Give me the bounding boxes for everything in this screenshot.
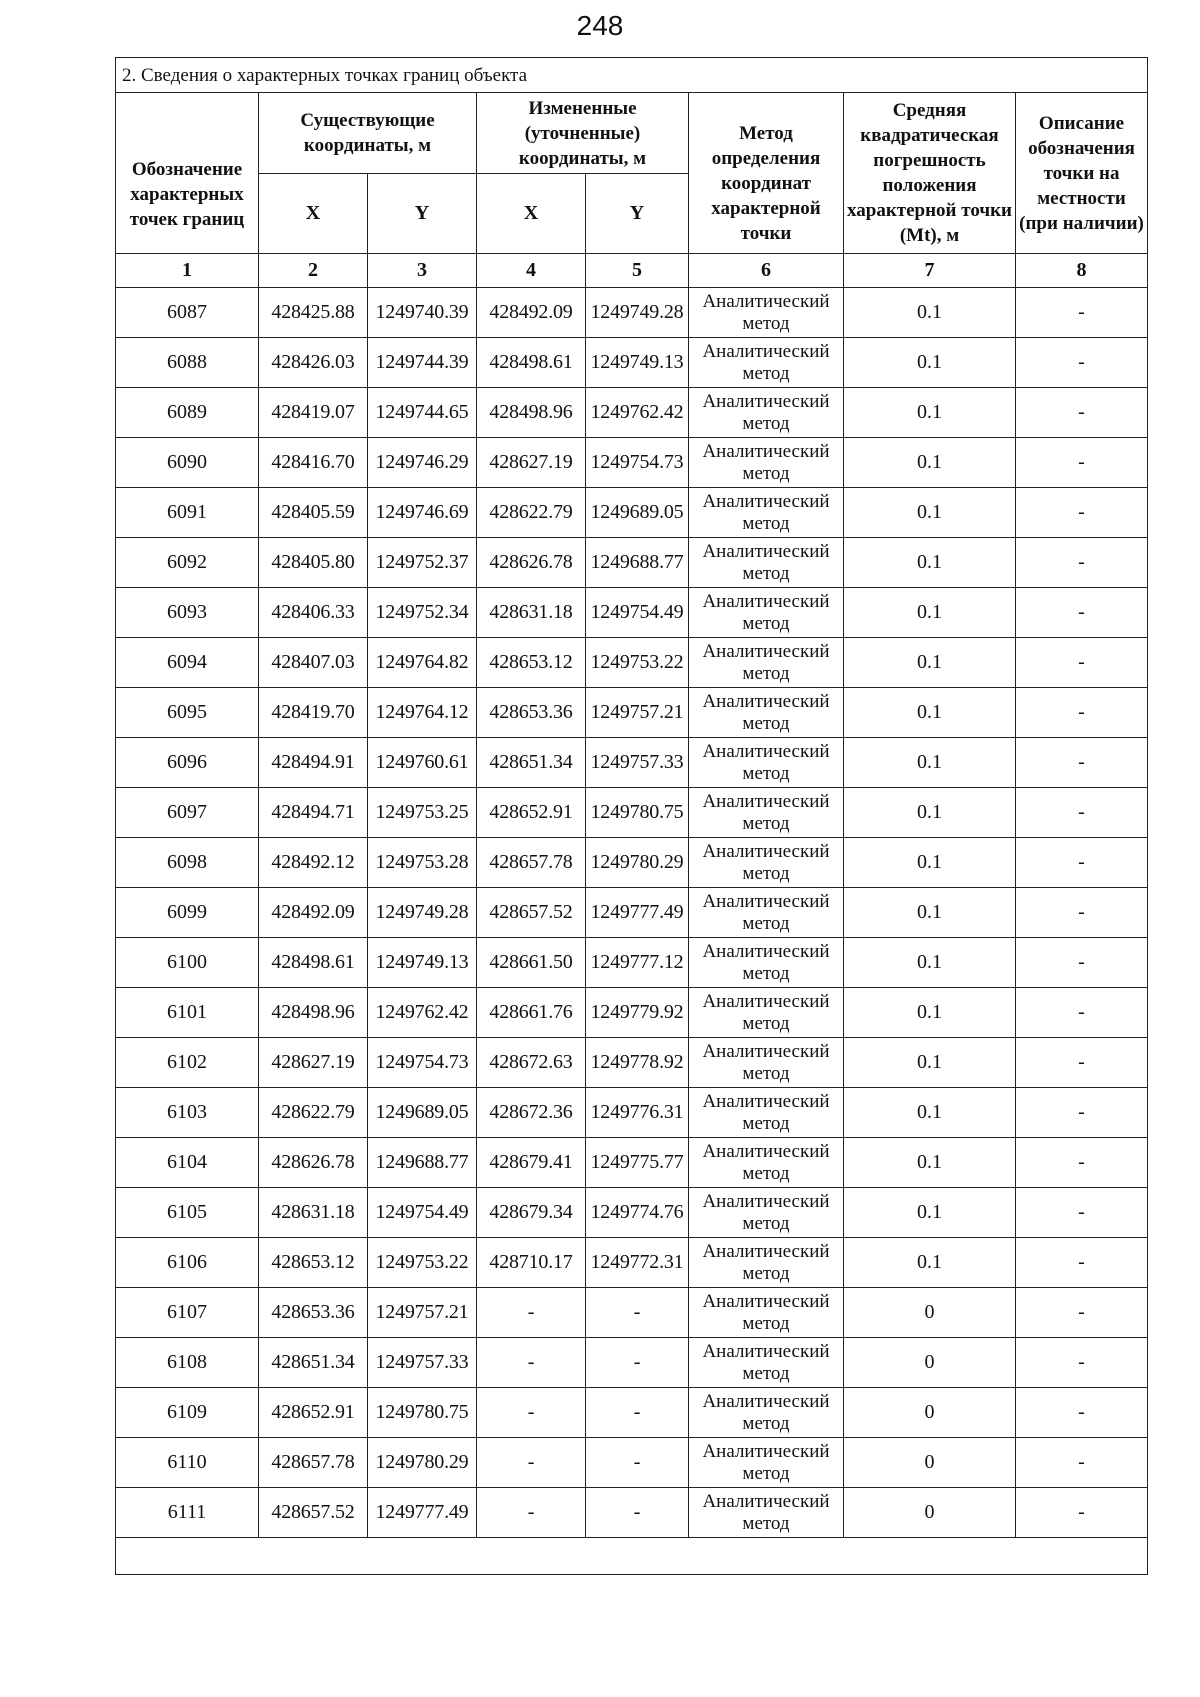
method-cell: Аналитический метод: [689, 1038, 844, 1088]
changed-x-cell: 428626.78: [477, 538, 586, 588]
error-cell: 0.1: [844, 488, 1016, 538]
existing-y-cell: 1249688.77: [368, 1138, 477, 1188]
table-row: [116, 1288, 1148, 1338]
table-row: [116, 588, 1148, 638]
existing-y-cell: 1249744.65: [368, 388, 477, 438]
existing-y-cell: 1249749.28: [368, 888, 477, 938]
description-cell: -: [1016, 638, 1148, 688]
existing-x-cell: 428653.36: [259, 1288, 368, 1338]
method-cell: Аналитический метод: [689, 338, 844, 388]
point-id-cell: 6089: [116, 388, 259, 438]
header-changed-coordinates: Измененные (уточненные) координаты, м: [477, 93, 689, 174]
existing-y-cell: 1249754.73: [368, 1038, 477, 1088]
existing-y-cell: 1249749.13: [368, 938, 477, 988]
table-row: [116, 738, 1148, 788]
method-cell: Аналитический метод: [689, 438, 844, 488]
point-id-cell: 6098: [116, 838, 259, 888]
description-cell: -: [1016, 1038, 1148, 1088]
column-number: 8: [1016, 254, 1148, 288]
changed-y-cell: 1249757.33: [586, 738, 689, 788]
table-row: [116, 938, 1148, 988]
point-id-cell: 6094: [116, 638, 259, 688]
changed-x-cell: -: [477, 1288, 586, 1338]
changed-x-cell: 428653.36: [477, 688, 586, 738]
changed-y-cell: 1249754.73: [586, 438, 689, 488]
description-cell: -: [1016, 1338, 1148, 1388]
changed-x-cell: 428498.61: [477, 338, 586, 388]
table-row: [116, 1488, 1148, 1538]
empty-row: [116, 1538, 1148, 1575]
existing-x-cell: 428494.71: [259, 788, 368, 838]
changed-y-cell: 1249689.05: [586, 488, 689, 538]
changed-y-cell: 1249762.42: [586, 388, 689, 438]
changed-y-cell: -: [586, 1438, 689, 1488]
method-cell: Аналитический метод: [689, 938, 844, 988]
description-cell: -: [1016, 1438, 1148, 1488]
changed-y-cell: -: [586, 1338, 689, 1388]
table-row: [116, 488, 1148, 538]
table-row: [116, 438, 1148, 488]
changed-y-cell: 1249776.31: [586, 1088, 689, 1138]
error-cell: 0.1: [844, 438, 1016, 488]
changed-x-cell: 428653.12: [477, 638, 586, 688]
existing-x-cell: 428631.18: [259, 1188, 368, 1238]
existing-x-cell: 428407.03: [259, 638, 368, 688]
point-id-cell: 6108: [116, 1338, 259, 1388]
description-cell: -: [1016, 288, 1148, 338]
column-number: 5: [586, 254, 689, 288]
method-cell: Аналитический метод: [689, 1388, 844, 1438]
description-cell: -: [1016, 538, 1148, 588]
description-cell: -: [1016, 1288, 1148, 1338]
changed-y-cell: 1249749.13: [586, 338, 689, 388]
table-row: [116, 988, 1148, 1038]
changed-x-cell: 428710.17: [477, 1238, 586, 1288]
error-cell: 0.1: [844, 288, 1016, 338]
point-id-cell: 6092: [116, 538, 259, 588]
method-cell: Аналитический метод: [689, 1188, 844, 1238]
existing-x-cell: 428405.59: [259, 488, 368, 538]
error-cell: 0.1: [844, 1188, 1016, 1238]
error-cell: 0.1: [844, 388, 1016, 438]
table-row: [116, 1388, 1148, 1438]
existing-y-cell: 1249753.25: [368, 788, 477, 838]
header-designation: Обозначение характерных точек границ: [116, 93, 259, 254]
table-row: [116, 1338, 1148, 1388]
error-cell: 0.1: [844, 1088, 1016, 1138]
existing-y-cell: 1249689.05: [368, 1088, 477, 1138]
error-cell: 0: [844, 1438, 1016, 1488]
point-id-cell: 6107: [116, 1288, 259, 1338]
changed-x-cell: 428661.76: [477, 988, 586, 1038]
changed-x-cell: 428679.41: [477, 1138, 586, 1188]
description-cell: -: [1016, 738, 1148, 788]
existing-x-cell: 428494.91: [259, 738, 368, 788]
point-id-cell: 6095: [116, 688, 259, 738]
changed-y-cell: 1249688.77: [586, 538, 689, 588]
error-cell: 0: [844, 1338, 1016, 1388]
error-cell: 0.1: [844, 1038, 1016, 1088]
changed-x-cell: 428492.09: [477, 288, 586, 338]
method-cell: Аналитический метод: [689, 1488, 844, 1538]
point-id-cell: 6093: [116, 588, 259, 638]
point-id-cell: 6110: [116, 1438, 259, 1488]
error-cell: 0.1: [844, 738, 1016, 788]
description-cell: -: [1016, 788, 1148, 838]
error-cell: 0.1: [844, 788, 1016, 838]
point-id-cell: 6109: [116, 1388, 259, 1438]
existing-x-cell: 428492.12: [259, 838, 368, 888]
point-id-cell: 6099: [116, 888, 259, 938]
changed-x-cell: 428622.79: [477, 488, 586, 538]
error-cell: 0: [844, 1388, 1016, 1438]
existing-y-cell: 1249757.33: [368, 1338, 477, 1388]
method-cell: Аналитический метод: [689, 1288, 844, 1338]
point-id-cell: 6091: [116, 488, 259, 538]
changed-x-cell: 428657.78: [477, 838, 586, 888]
error-cell: 0.1: [844, 1138, 1016, 1188]
existing-y-cell: 1249752.34: [368, 588, 477, 638]
point-id-cell: 6111: [116, 1488, 259, 1538]
table-row: [116, 1088, 1148, 1138]
column-number: 6: [689, 254, 844, 288]
existing-x-cell: 428498.96: [259, 988, 368, 1038]
header-method: Метод определения координат характерной точки: [689, 93, 844, 254]
method-cell: Аналитический метод: [689, 738, 844, 788]
header-error: Средняя квадратическая погрешность положения характерной точки (Mt), м: [844, 93, 1016, 254]
existing-x-cell: 428627.19: [259, 1038, 368, 1088]
error-cell: 0: [844, 1288, 1016, 1338]
error-cell: 0.1: [844, 538, 1016, 588]
changed-x-cell: -: [477, 1388, 586, 1438]
header-changed-y: Y: [586, 174, 689, 254]
changed-x-cell: 428661.50: [477, 938, 586, 988]
changed-x-cell: 428657.52: [477, 888, 586, 938]
existing-x-cell: 428498.61: [259, 938, 368, 988]
description-cell: -: [1016, 988, 1148, 1038]
changed-y-cell: 1249778.92: [586, 1038, 689, 1088]
error-cell: 0.1: [844, 888, 1016, 938]
header-existing-coordinates: Существующие координаты, м: [259, 93, 477, 174]
method-cell: Аналитический метод: [689, 1238, 844, 1288]
table-caption: 2. Сведения о характерных точках границ объекта: [116, 58, 1148, 93]
table-row: [116, 1188, 1148, 1238]
existing-x-cell: 428652.91: [259, 1388, 368, 1438]
method-cell: Аналитический метод: [689, 1088, 844, 1138]
description-cell: -: [1016, 838, 1148, 888]
table-row: [116, 338, 1148, 388]
existing-y-cell: 1249757.21: [368, 1288, 477, 1338]
changed-y-cell: 1249777.49: [586, 888, 689, 938]
description-cell: -: [1016, 688, 1148, 738]
column-number: 7: [844, 254, 1016, 288]
point-id-cell: 6096: [116, 738, 259, 788]
table-row: [116, 388, 1148, 438]
point-id-cell: 6087: [116, 288, 259, 338]
header-description: Описание обозначения точки на местности (при наличии): [1016, 93, 1148, 254]
error-cell: 0: [844, 1488, 1016, 1538]
point-id-cell: 6097: [116, 788, 259, 838]
existing-y-cell: 1249744.39: [368, 338, 477, 388]
error-cell: 0.1: [844, 338, 1016, 388]
error-cell: 0.1: [844, 588, 1016, 638]
existing-x-cell: 428492.09: [259, 888, 368, 938]
existing-y-cell: 1249764.82: [368, 638, 477, 688]
changed-y-cell: -: [586, 1288, 689, 1338]
description-cell: -: [1016, 1088, 1148, 1138]
error-cell: 0.1: [844, 988, 1016, 1038]
existing-y-cell: 1249753.22: [368, 1238, 477, 1288]
table-row: [116, 638, 1148, 688]
error-cell: 0.1: [844, 1238, 1016, 1288]
existing-y-cell: 1249740.39: [368, 288, 477, 338]
description-cell: -: [1016, 588, 1148, 638]
method-cell: Аналитический метод: [689, 988, 844, 1038]
changed-x-cell: 428672.63: [477, 1038, 586, 1088]
error-cell: 0.1: [844, 688, 1016, 738]
existing-x-cell: 428657.52: [259, 1488, 368, 1538]
changed-y-cell: 1249775.77: [586, 1138, 689, 1188]
existing-x-cell: 428406.33: [259, 588, 368, 638]
point-id-cell: 6088: [116, 338, 259, 388]
table-row: [116, 538, 1148, 588]
changed-y-cell: 1249754.49: [586, 588, 689, 638]
existing-y-cell: 1249760.61: [368, 738, 477, 788]
changed-x-cell: 428498.96: [477, 388, 586, 438]
changed-y-cell: 1249753.22: [586, 638, 689, 688]
boundary-points-table: [115, 57, 1148, 1575]
changed-y-cell: 1249780.29: [586, 838, 689, 888]
page-number: 248: [576, 10, 624, 41]
column-number: 4: [477, 254, 586, 288]
column-number: 3: [368, 254, 477, 288]
changed-x-cell: 428631.18: [477, 588, 586, 638]
point-id-cell: 6103: [116, 1088, 259, 1138]
existing-x-cell: 428419.70: [259, 688, 368, 738]
table-row: [116, 788, 1148, 838]
description-cell: -: [1016, 338, 1148, 388]
existing-x-cell: 428405.80: [259, 538, 368, 588]
point-id-cell: 6102: [116, 1038, 259, 1088]
table-row: [116, 1038, 1148, 1088]
method-cell: Аналитический метод: [689, 1438, 844, 1488]
existing-x-cell: 428626.78: [259, 1138, 368, 1188]
description-cell: -: [1016, 438, 1148, 488]
changed-y-cell: 1249772.31: [586, 1238, 689, 1288]
changed-x-cell: 428652.91: [477, 788, 586, 838]
description-cell: -: [1016, 1138, 1148, 1188]
existing-y-cell: 1249746.69: [368, 488, 477, 538]
point-id-cell: 6090: [116, 438, 259, 488]
point-id-cell: 6106: [116, 1238, 259, 1288]
changed-y-cell: 1249749.28: [586, 288, 689, 338]
changed-x-cell: -: [477, 1338, 586, 1388]
method-cell: Аналитический метод: [689, 688, 844, 738]
changed-x-cell: 428651.34: [477, 738, 586, 788]
header-changed-x: X: [477, 174, 586, 254]
error-cell: 0.1: [844, 838, 1016, 888]
description-cell: -: [1016, 1238, 1148, 1288]
error-cell: 0.1: [844, 638, 1016, 688]
existing-x-cell: 428657.78: [259, 1438, 368, 1488]
description-cell: -: [1016, 1388, 1148, 1438]
changed-x-cell: 428627.19: [477, 438, 586, 488]
table-row: [116, 838, 1148, 888]
header-existing-y: Y: [368, 174, 477, 254]
method-cell: Аналитический метод: [689, 538, 844, 588]
existing-y-cell: 1249746.29: [368, 438, 477, 488]
existing-x-cell: 428651.34: [259, 1338, 368, 1388]
existing-y-cell: 1249777.49: [368, 1488, 477, 1538]
column-number: 2: [259, 254, 368, 288]
column-number: 1: [116, 254, 259, 288]
existing-y-cell: 1249753.28: [368, 838, 477, 888]
table-row: [116, 1138, 1148, 1188]
column-number-row: [116, 254, 1148, 288]
table-row: [116, 1438, 1148, 1488]
changed-y-cell: 1249757.21: [586, 688, 689, 738]
table-row: [116, 288, 1148, 338]
description-cell: -: [1016, 1488, 1148, 1538]
changed-y-cell: 1249780.75: [586, 788, 689, 838]
point-id-cell: 6105: [116, 1188, 259, 1238]
existing-y-cell: 1249754.49: [368, 1188, 477, 1238]
method-cell: Аналитический метод: [689, 388, 844, 438]
existing-x-cell: 428622.79: [259, 1088, 368, 1138]
header-existing-x: X: [259, 174, 368, 254]
method-cell: Аналитический метод: [689, 1138, 844, 1188]
method-cell: Аналитический метод: [689, 488, 844, 538]
point-id-cell: 6100: [116, 938, 259, 988]
changed-x-cell: -: [477, 1488, 586, 1538]
existing-x-cell: 428426.03: [259, 338, 368, 388]
empty-cell: [116, 1538, 1148, 1575]
changed-y-cell: -: [586, 1388, 689, 1438]
existing-y-cell: 1249752.37: [368, 538, 477, 588]
error-cell: 0.1: [844, 938, 1016, 988]
method-cell: Аналитический метод: [689, 588, 844, 638]
existing-x-cell: 428416.70: [259, 438, 368, 488]
changed-y-cell: 1249774.76: [586, 1188, 689, 1238]
point-id-cell: 6101: [116, 988, 259, 1038]
changed-y-cell: -: [586, 1488, 689, 1538]
existing-y-cell: 1249762.42: [368, 988, 477, 1038]
existing-y-cell: 1249780.29: [368, 1438, 477, 1488]
description-cell: -: [1016, 388, 1148, 438]
existing-x-cell: 428653.12: [259, 1238, 368, 1288]
method-cell: Аналитический метод: [689, 288, 844, 338]
existing-y-cell: 1249780.75: [368, 1388, 477, 1438]
description-cell: -: [1016, 938, 1148, 988]
existing-x-cell: 428425.88: [259, 288, 368, 338]
description-cell: -: [1016, 1188, 1148, 1238]
method-cell: Аналитический метод: [689, 838, 844, 888]
changed-y-cell: 1249779.92: [586, 988, 689, 1038]
table-row: [116, 1238, 1148, 1288]
changed-x-cell: 428672.36: [477, 1088, 586, 1138]
table-row: [116, 888, 1148, 938]
method-cell: Аналитический метод: [689, 888, 844, 938]
method-cell: Аналитический метод: [689, 788, 844, 838]
method-cell: Аналитический метод: [689, 1338, 844, 1388]
changed-y-cell: 1249777.12: [586, 938, 689, 988]
point-id-cell: 6104: [116, 1138, 259, 1188]
description-cell: -: [1016, 888, 1148, 938]
changed-x-cell: 428679.34: [477, 1188, 586, 1238]
table-row: [116, 688, 1148, 738]
method-cell: Аналитический метод: [689, 638, 844, 688]
existing-x-cell: 428419.07: [259, 388, 368, 438]
changed-x-cell: -: [477, 1438, 586, 1488]
existing-y-cell: 1249764.12: [368, 688, 477, 738]
description-cell: -: [1016, 488, 1148, 538]
